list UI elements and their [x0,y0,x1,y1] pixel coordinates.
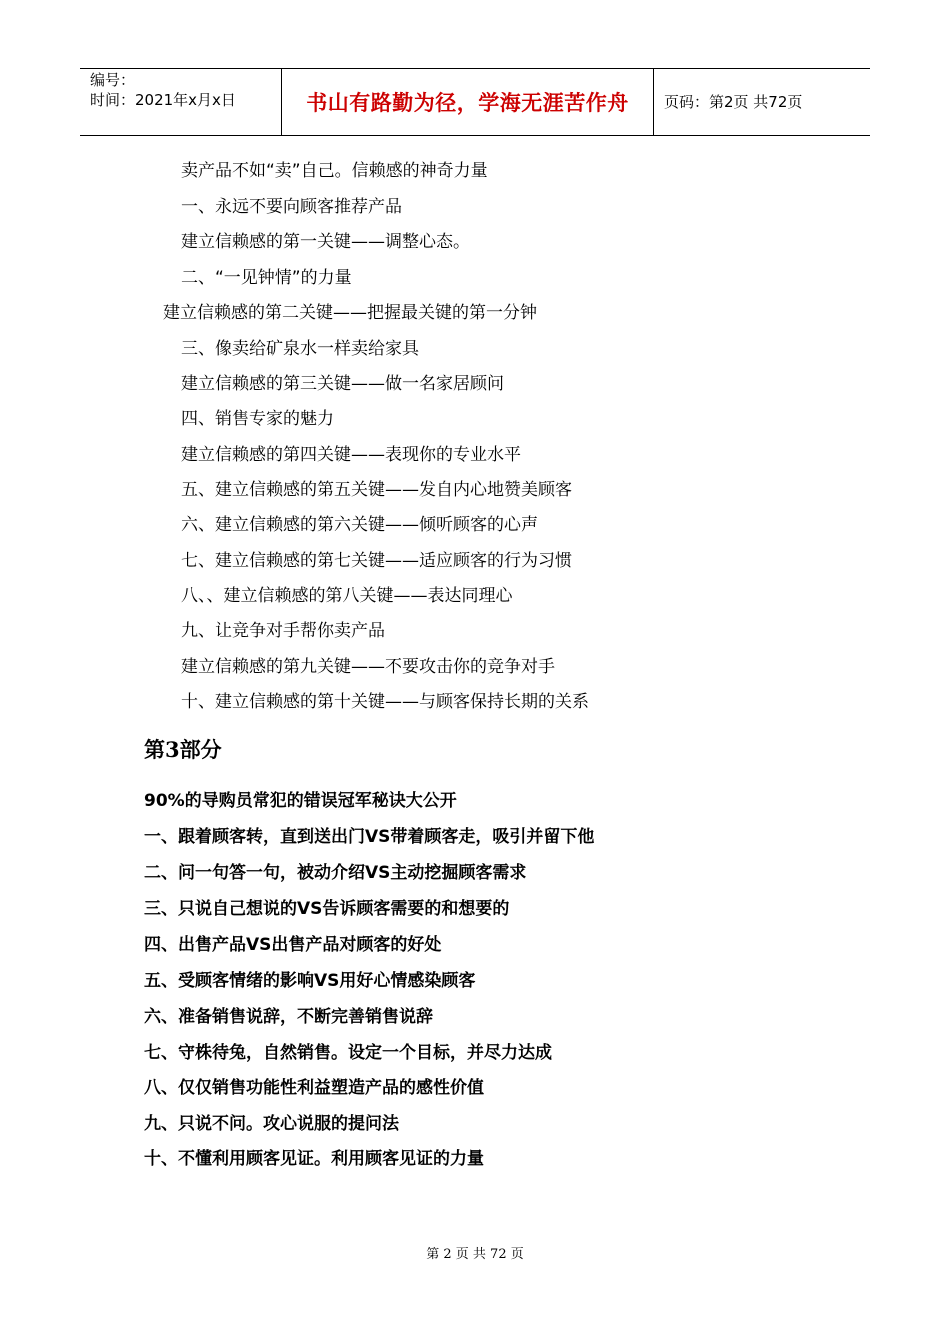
section-item: 十、不懂利用顾客见证。利用顾客见证的力量 [144,1149,484,1169]
section-item: 三、只说自己想说的VS告诉顾客需要的和想要的 [144,899,510,919]
toc-item: 建立信赖感的第三关键——做一名家居顾问 [181,374,504,394]
header-info-cell [80,69,281,135]
page-header [80,68,870,136]
toc-item: 一、永远不要向顾客推荐产品 [181,197,402,217]
toc-item: 八、、建立信赖感的第八关键——表达同理心 [181,586,513,606]
section-item: 二、问一句答一句，被动介绍VS主动挖掘顾客需求 [144,863,527,883]
page-footer: 第 2 页 共 72 页 [426,1247,524,1262]
toc-item: 卖产品不如“卖”自己。信赖感的神奇力量 [181,161,488,181]
toc-item: 九、让竞争对手帮你卖产品 [181,621,385,641]
toc-item: 二、“一见钟情”的力量 [181,268,352,288]
section-item: 六、准备销售说辞，不断完善销售说辞 [144,1007,433,1027]
header-page-cell [654,69,870,135]
section-item: 五、受顾客情绪的影响VS用好心情感染顾客 [144,971,476,991]
document-date: 时间：2021年x月x日 [90,91,236,109]
section-item: 一、跟着顾客转，直到送出门VS带着顾客走，吸引并留下他 [144,827,595,847]
document-code-label: 编号： [90,71,136,89]
section-item: 八、仅仅销售功能性利益塑造产品的感性价值 [144,1078,484,1098]
toc-item: 建立信赖感的第四关键——表现你的专业水平 [181,445,521,465]
toc-item: 建立信赖感的第九关键——不要攻击你的竞争对手 [181,657,555,677]
section-item: 七、守株待兔，自然销售。设定一个目标，并尽力达成 [144,1043,552,1063]
toc-item: 五、建立信赖感的第五关键——发自内心地赞美顾客 [181,480,572,500]
toc-item: 七、建立信赖感的第七关键——适应顾客的行为习惯 [181,551,572,571]
toc-item: 建立信赖感的第二关键——把握最关键的第一分钟 [163,303,537,323]
section-item: 九、只说不问。攻心说服的提问法 [144,1114,399,1134]
toc-item: 三、像卖给矿泉水一样卖给家具 [181,339,419,359]
header-motto-cell [281,69,654,135]
header-page-number: 页码：第2页 共72页 [664,93,803,111]
section-item: 四、出售产品VS出售产品对顾客的好处 [144,935,442,955]
header-motto: 书山有路勤为径，学海无涯苦作舟 [306,91,629,115]
toc-item: 六、建立信赖感的第六关键——倾听顾客的心声 [181,515,538,535]
toc-item: 建立信赖感的第一关键——调整心态。 [181,232,470,252]
toc-item: 四、销售专家的魅力 [181,409,334,429]
section-title: 第3部分 [144,737,222,762]
section-subtitle: 90%的导购员常犯的错误冠军秘诀大公开 [144,791,457,811]
toc-item: 十、建立信赖感的第十关键——与顾客保持长期的关系 [181,692,589,712]
